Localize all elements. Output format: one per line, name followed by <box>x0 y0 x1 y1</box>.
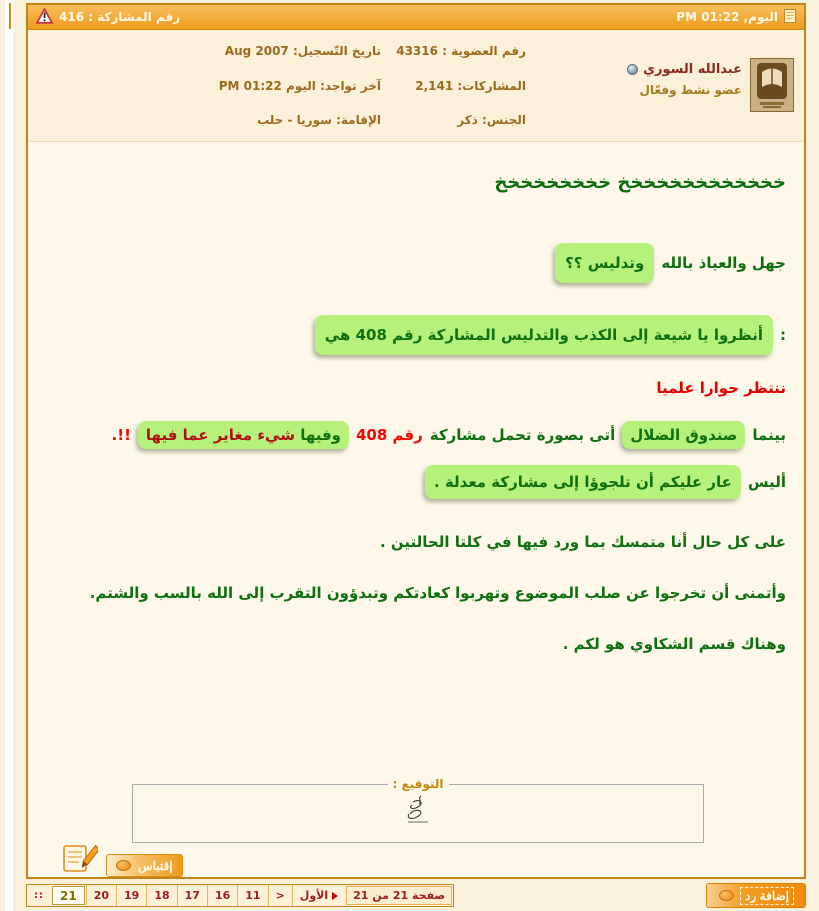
post-number-group <box>36 8 180 27</box>
document-icon <box>784 9 796 26</box>
forum-post <box>26 3 806 879</box>
text-segment: وأتمنى أن تخرجوا عن صلب الموضوع وتهربوا كعادتكم وتبدؤون التقرب إلى الله بالسب والشتم. <box>89 584 786 602</box>
stat-join-date: تاريخ التّسجيل: Aug 2007 <box>224 44 381 58</box>
stat-gender: الجنس: ذكر <box>457 113 526 127</box>
add-reply-icon <box>719 890 734 901</box>
text-segment: !!. <box>111 426 131 444</box>
pagination-prev-link[interactable]: > <box>268 885 292 906</box>
pagination-more[interactable]: :: <box>34 890 44 901</box>
username-link[interactable]: عبدالله السوري <box>643 62 742 77</box>
page-border-tick <box>9 3 11 29</box>
pagination-page-link[interactable]: 20 <box>86 885 116 906</box>
pagination-page-link[interactable]: 11 <box>237 885 267 906</box>
post-line-5 <box>42 421 786 449</box>
pagination-page-link[interactable]: 19 <box>116 885 146 906</box>
highlighted-text: عار عليكم أن تلجوؤا إلى مشاركة معدلة . <box>425 465 741 499</box>
text-segment: على كل حال أنا متمسك بما ورد فيها في كلتا الحالتين . <box>379 533 786 551</box>
edit-post-icon[interactable] <box>62 843 98 877</box>
text-segment: ننتظر حوارا علميا <box>656 379 786 397</box>
signature-box <box>132 777 704 843</box>
first-page-label: الأول <box>299 889 329 902</box>
member-title: عضو نشط وفعّال <box>639 83 742 97</box>
text-segment: شيء مغاير عما فيها <box>145 426 295 444</box>
quote-button-label: إقتباس <box>138 858 173 873</box>
post-line-3 <box>42 315 786 355</box>
pagination-page-link[interactable]: 16 <box>207 885 237 906</box>
page-footer <box>26 883 806 908</box>
text-segment: : <box>780 326 786 344</box>
pagination-page-link[interactable]: 18 <box>146 885 176 906</box>
report-post-icon[interactable] <box>36 8 53 27</box>
text-segment: رقم 408 <box>356 426 423 444</box>
pagination-bar <box>26 884 454 907</box>
page-indicator: صفحة 21 من 21 <box>346 886 452 905</box>
highlighted-text: وتدليس ؟؟ <box>555 243 654 283</box>
add-reply-label: إضافة رد <box>741 888 793 904</box>
stat-member-id: رقم العضوية : 43316 <box>396 44 526 58</box>
post-header-bar <box>28 5 804 30</box>
highlighted-text: أنظروا يا شيعة إلى الكذب والتدليس المشاركة رقم 408 هي <box>315 315 773 355</box>
user-stats <box>44 40 566 133</box>
post-line-4 <box>42 379 786 397</box>
post-line-2 <box>42 243 786 283</box>
stat-location: الإقامة: سوريا - حلب <box>257 113 381 127</box>
post-actions-row <box>46 847 786 877</box>
post-time-group <box>676 9 796 26</box>
post-line-7 <box>42 533 786 551</box>
pagination-first-link[interactable] <box>292 885 345 906</box>
user-identity <box>566 40 794 133</box>
post-title: خخخخخخخخخخخخخ خخخخخخخخخ <box>494 172 786 193</box>
pagination-current-page: 21 <box>52 886 85 905</box>
highlighted-text <box>138 421 349 449</box>
post-body <box>28 142 804 877</box>
avatar[interactable] <box>750 58 794 116</box>
text-segment: وفيها <box>300 426 341 444</box>
user-info-panel <box>28 30 804 142</box>
pagination-page-link[interactable]: 17 <box>177 885 207 906</box>
text-segment: بينما <box>752 426 786 444</box>
post-line-8 <box>42 584 786 602</box>
post-line-6 <box>42 465 786 499</box>
post-timestamp: اليوم, 01:22 PM <box>676 10 778 24</box>
user-name-block <box>627 58 742 97</box>
text-segment: وهناك قسم الشكاوي هو لكم . <box>562 635 786 653</box>
signature-image <box>403 793 433 831</box>
signature-label: التوقيع : <box>392 777 444 791</box>
stat-last-seen: آخر تواجد: اليوم 01:22 PM <box>218 78 381 93</box>
stat-posts: المشاركات: 2,141 <box>415 78 526 93</box>
add-reply-button[interactable] <box>706 883 806 908</box>
text-segment: جهل والعياذ بالله <box>661 254 786 272</box>
quote-button-icon <box>116 860 131 871</box>
post-number: رقم المشاركة : 416 <box>59 10 181 24</box>
offline-status-icon <box>627 64 638 75</box>
highlighted-text: صندوق الضلال <box>622 421 745 449</box>
text-segment: أليس <box>747 473 786 491</box>
text-segment: أتى بصورة تحمل مشاركة <box>429 426 616 444</box>
first-page-arrow-icon <box>332 892 338 900</box>
post-line-9 <box>42 635 786 653</box>
quote-button[interactable] <box>106 854 183 877</box>
page-margin-strip <box>5 0 13 911</box>
